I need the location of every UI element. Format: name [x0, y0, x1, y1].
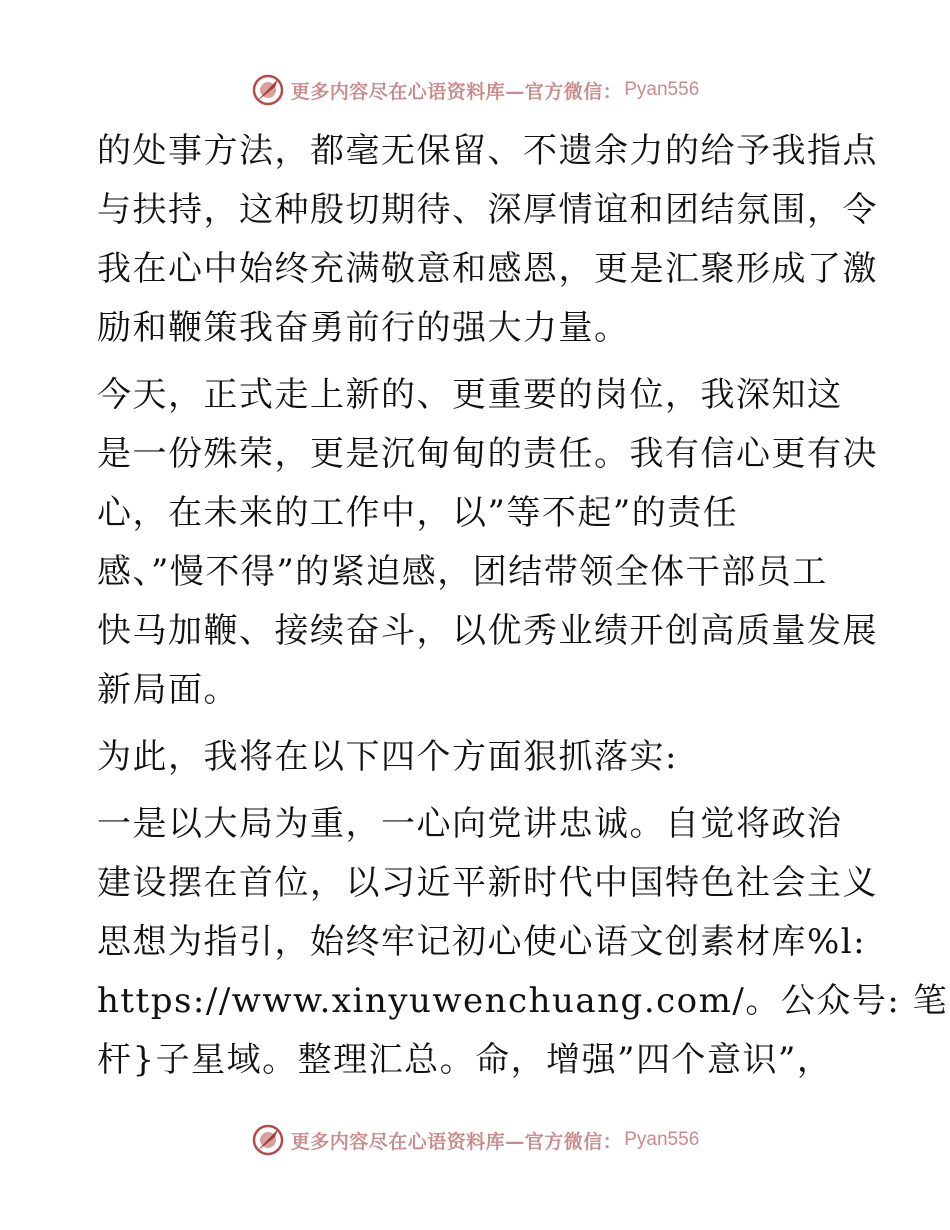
watermark-wechat-id: Pyan556	[624, 79, 700, 100]
text-line: 是一份殊荣，更是沉甸甸的责任。我有信心更有决	[97, 434, 878, 474]
header-watermark	[0, 70, 950, 110]
text-line: 思想为指引，始终牢记初心使心语文创素材库%l:	[97, 922, 867, 962]
footer-watermark	[0, 1120, 950, 1160]
paragraph	[97, 122, 878, 358]
text-line: 快马加鞭、接续奋斗，以优秀业绩开创高质量发展	[97, 611, 878, 651]
text-line: 杆}子星域。整理汇总。命，增强”四个意识”，	[97, 1040, 833, 1080]
text-line: 新局面。	[97, 670, 239, 710]
text-line: 励和鞭策我奋勇前行的强大力量。	[97, 308, 630, 348]
url-text-line: https://www.xinyuwenchuang.com/。公众号: 笔	[97, 981, 949, 1021]
quill-logo-icon	[251, 1123, 285, 1157]
text-line: 的处事方法，都毫无保留、不遗余力的给予我指点	[97, 131, 878, 171]
paragraph	[97, 366, 878, 720]
quill-logo-icon	[251, 73, 285, 107]
paragraph	[97, 795, 949, 1090]
text-line: 为此，我将在以下四个方面狠抓落实:	[97, 737, 678, 777]
document-body	[97, 122, 949, 1090]
text-line: 今天，正式走上新的、更重要的岗位，我深知这	[97, 375, 843, 415]
text-line: 建设摆在首位，以习近平新时代中国特色社会主义	[97, 863, 878, 903]
text-line: 一是以大局为重，一心向党讲忠诚。自觉将政治	[97, 804, 843, 844]
watermark-text: 更多内容尽在心语资料库—官方微信：	[290, 1130, 623, 1153]
text-line: 感、”慢不得”的紧迫感，团结带领全体干部员工	[97, 552, 828, 592]
watermark-wechat-id: Pyan556	[624, 1129, 700, 1150]
paragraph	[97, 728, 857, 787]
text-line: 与扶持，这种殷切期待、深厚情谊和团结氛围，令	[97, 190, 878, 230]
text-line: 我在心中始终充满敬意和感恩，更是汇聚形成了激	[97, 249, 878, 289]
text-line: 心，在未来的工作中，以”等不起”的责任	[97, 493, 739, 533]
watermark-text: 更多内容尽在心语资料库—官方微信：	[290, 80, 623, 103]
